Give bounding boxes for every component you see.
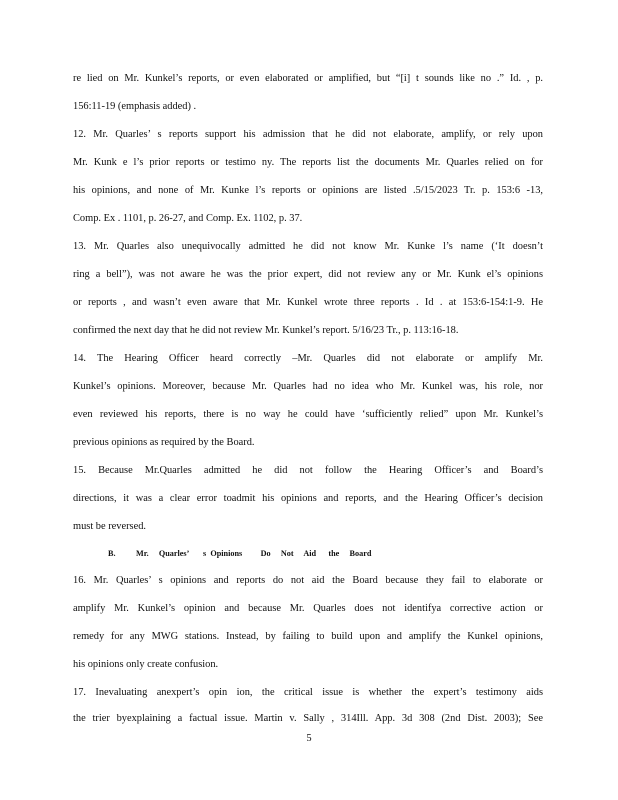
paragraph-17-line-2: the trier byexplaining a factual issue. Martin v. Sally , 314Ill. App. 3d 308 (2nd Dist. 2003); See [73, 713, 543, 724]
paragraph-14-line-2: Kunkel’s opinions. Moreover, because Mr. Quarles had no idea who Mr. Kunkel was, his role, nor [73, 381, 543, 392]
section-heading: B. Mr. Quarles’ s Opinions Do Not Aid the Board [108, 549, 372, 558]
text-line-2: 156:11-19 (emphasis added) . [73, 101, 197, 112]
paragraph-13-line-2: ring a bell”), was not aware he was the prior expert, did not review any or Mr. Kunk el’s opinions [73, 269, 543, 280]
paragraph-15-line-2: directions, it was a clear error toadmit his opinions and reports, and the Hearing Officer’s decision [73, 493, 543, 504]
paragraph-15-line-3: must be reversed. [73, 521, 146, 532]
paragraph-15-line-1: 15. Because Mr.Quarles admitted he did not follow the Hearing Officer’s and Board’s [73, 465, 543, 476]
paragraph-14-line-1: 14. The Hearing Officer heard correctly –Mr. Quarles did not elaborate or amplify Mr. [73, 353, 543, 364]
page-number: 5 [306, 733, 312, 744]
paragraph-16-line-1: 16. Mr. Quarles’ s opinions and reports do not aid the Board because they fail to elaborate or [73, 575, 543, 586]
paragraph-12-line-3: his opinions, and none of Mr. Kunke l’s reports or opinions are listed .5/15/2023 Tr. p. 153:6 -13, [73, 185, 543, 196]
paragraph-13-line-3: or reports , and wasn’t even aware that Mr. Kunkel wrote three reports . Id . at 153:6-154:1-9. He [73, 297, 543, 308]
paragraph-16-line-4: his opinions only create confusion. [73, 659, 219, 670]
paragraph-17-line-1: 17. Inevaluating anexpert’s opin ion, the critical issue is whether the expert’s testimony aids [73, 687, 543, 698]
paragraph-14-line-4: previous opinions as required by the Board. [73, 437, 255, 448]
text-line-1: re lied on Mr. Kunkel’s reports, or even elaborated or amplified, but “[i] t sounds like no .” Id. , p. [73, 73, 543, 84]
paragraph-13-line-4: confirmed the next day that he did not review Mr. Kunkel’s report. 5/16/23 Tr., p. 113:16-18. [73, 325, 459, 336]
paragraph-12-line-4: Comp. Ex . 1101, p. 26-27, and Comp. Ex. 1102, p. 37. [73, 213, 303, 224]
paragraph-14-line-3: even reviewed his reports, there is no way he could have ‘sufficiently relied” upon Mr. Kunkel’s [73, 409, 543, 420]
paragraph-16-line-3: remedy for any MWG stations. Instead, by failing to build upon and amplify the Kunkel opinions, [73, 631, 543, 642]
paragraph-16-line-2: amplify Mr. Kunkel’s opinion and because Mr. Quarles does not identifya corrective action or [73, 603, 543, 614]
paragraph-13-line-1: 13. Mr. Quarles also unequivocally admitted he did not know Mr. Kunke l’s name (‘It doesn’t [73, 241, 543, 252]
paragraph-12-line-1: 12. Mr. Quarles’ s reports support his admission that he did not elaborate, amplify, or rely upon [73, 129, 543, 140]
paragraph-12-line-2: Mr. Kunk e l’s prior reports or testimo ny. The reports list the documents Mr. Quarles relied on for [73, 157, 543, 168]
